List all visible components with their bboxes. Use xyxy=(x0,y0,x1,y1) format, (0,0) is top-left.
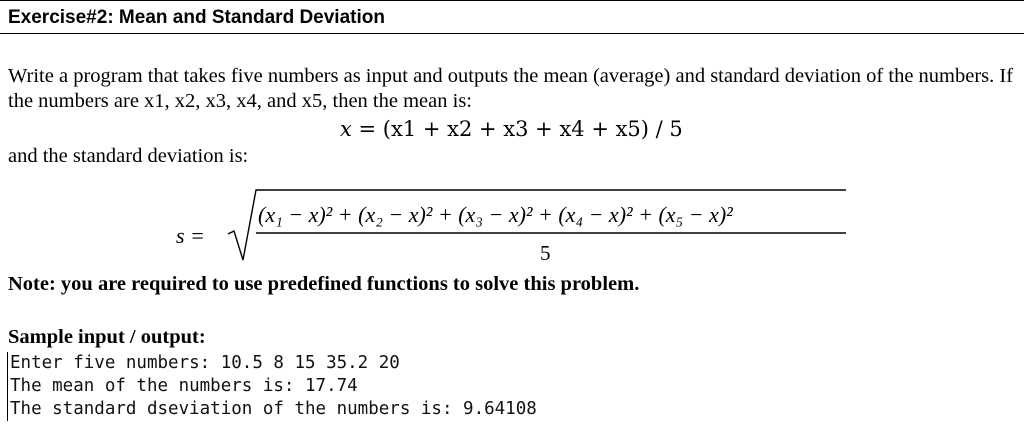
exercise-header xyxy=(0,0,1024,34)
sd-formula-svg xyxy=(176,182,856,268)
sd-formula xyxy=(176,182,856,268)
mean-formula-equals: = xyxy=(351,117,383,141)
sample-title: Sample input / output: xyxy=(8,326,206,348)
sd-formula-denominator: 5 xyxy=(540,241,551,265)
console-line: Enter five numbers: 10.5 8 15 35.2 20 xyxy=(10,353,400,373)
mean-formula-lhs: x xyxy=(340,117,352,141)
mean-formula-rhs: (x1 + x2 + x3 + x4 + x5) / 5 xyxy=(382,117,683,141)
note-text: Note: you are required to use predefined functions to solve this problem. xyxy=(8,273,640,295)
sd-label: and the standard deviation is: xyxy=(8,145,249,167)
sd-formula-numerator: (x₁ − x)² + (x₂ − x)² + (x₃ − x)² + (x₄ − x)² + (x₅ − x)² xyxy=(258,202,733,227)
console-line: The mean of the numbers is: 17.74 xyxy=(10,376,358,396)
instructions-paragraph: Write a program that takes five numbers as input and outputs the mean (average) and standard deviation of the numbers. If the numbers are x1, x2, x3, x4, and x5, then the mean is: xyxy=(8,65,1014,112)
mean-formula xyxy=(340,117,683,141)
sd-formula-lhs: s = xyxy=(176,223,205,248)
console-line: The standard dseviation of the numbers is: 9.64108 xyxy=(10,399,537,419)
exercise-title: Exercise#2: Mean and Standard Deviation xyxy=(8,7,385,28)
sample-console-output xyxy=(7,352,537,421)
